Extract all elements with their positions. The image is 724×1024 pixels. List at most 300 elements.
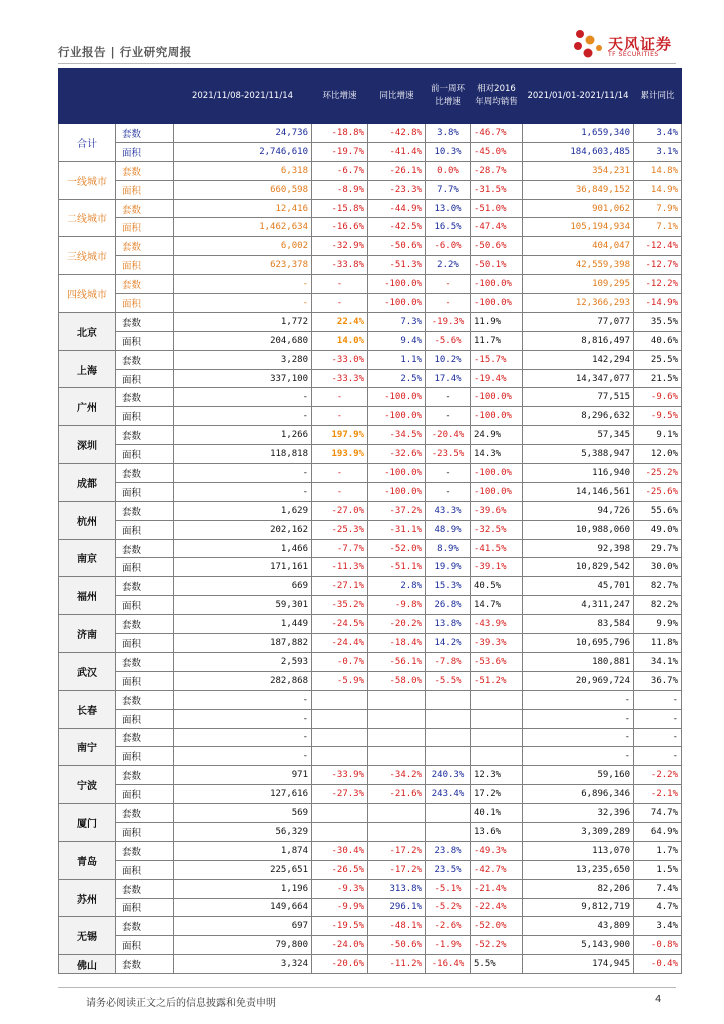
table-cell: -41.4% xyxy=(368,142,426,161)
table-cell: -58.0% xyxy=(368,671,426,690)
table-cell: 94,726 xyxy=(523,501,634,520)
table-cell: 2,746,610 xyxy=(174,142,312,161)
table-row xyxy=(59,256,682,275)
table-cell: -17.2% xyxy=(368,841,426,860)
table-cell: -100.0% xyxy=(471,294,523,313)
table-row xyxy=(59,596,682,615)
table-cell: 3.8% xyxy=(426,124,471,143)
table-cell: 3.4% xyxy=(634,917,682,936)
metric-label: 套数 xyxy=(116,312,174,331)
row-group-label: 宁波 xyxy=(59,766,116,804)
table-cell: 57,345 xyxy=(523,426,634,445)
table-cell: 29.7% xyxy=(634,539,682,558)
table-cell: 3,324 xyxy=(174,955,312,974)
metric-label: 套数 xyxy=(116,728,174,747)
table-cell: -48.1% xyxy=(368,917,426,936)
table-cell: 10,829,542 xyxy=(523,558,634,577)
table-cell: 109,295 xyxy=(523,275,634,294)
metric-label: 套数 xyxy=(116,199,174,218)
table-cell: 82,206 xyxy=(523,879,634,898)
table-cell: 142,294 xyxy=(523,350,634,369)
table-cell: -100.0% xyxy=(471,388,523,407)
table-cell: -19.5% xyxy=(312,917,368,936)
table-row xyxy=(59,124,682,143)
metric-label: 套数 xyxy=(116,539,174,558)
metric-label: 面积 xyxy=(116,445,174,464)
table-cell: -5.6% xyxy=(426,331,471,350)
metric-label: 套数 xyxy=(116,464,174,483)
table-row xyxy=(59,879,682,898)
table-cell: -44.9% xyxy=(368,199,426,218)
table-cell: -11.3% xyxy=(312,558,368,577)
table-cell: -46.7% xyxy=(471,124,523,143)
table-cell: 10.3% xyxy=(426,142,471,161)
table-cell xyxy=(426,728,471,747)
table-cell: 56,329 xyxy=(174,822,312,841)
table-cell: 971 xyxy=(174,766,312,785)
table-cell: -39.3% xyxy=(471,634,523,653)
table-cell: 1,196 xyxy=(174,879,312,898)
table-cell: - xyxy=(312,294,368,313)
table-cell: - xyxy=(312,275,368,294)
table-cell: -6.7% xyxy=(312,161,368,180)
table-cell: 623,378 xyxy=(174,256,312,275)
table-cell: -45.0% xyxy=(471,142,523,161)
row-group-label: 上海 xyxy=(59,350,116,388)
table-row xyxy=(59,312,682,331)
table-cell: -21.4% xyxy=(471,879,523,898)
table-cell: 187,882 xyxy=(174,634,312,653)
table-cell: 32,396 xyxy=(523,804,634,823)
table-row xyxy=(59,482,682,501)
metric-label: 套数 xyxy=(116,426,174,445)
col-header-prev-wow: 前一周环比增速 xyxy=(426,69,471,124)
table-row xyxy=(59,426,682,445)
table-cell: -27.1% xyxy=(312,577,368,596)
table-cell: 83,584 xyxy=(523,615,634,634)
table-cell: -1.9% xyxy=(426,936,471,955)
table-cell: 8,816,497 xyxy=(523,331,634,350)
table-cell: -15.8% xyxy=(312,199,368,218)
metric-label: 面积 xyxy=(116,180,174,199)
table-row xyxy=(59,369,682,388)
table-cell: 197.9% xyxy=(312,426,368,445)
table-cell: 11.8% xyxy=(634,634,682,653)
table-cell: -50.6% xyxy=(368,936,426,955)
table-cell: -53.6% xyxy=(471,652,523,671)
table-cell: -17.2% xyxy=(368,860,426,879)
metric-label: 面积 xyxy=(116,558,174,577)
table-row xyxy=(59,161,682,180)
table-cell: -25.2% xyxy=(634,464,682,483)
table-cell: 34.1% xyxy=(634,652,682,671)
metric-label: 套数 xyxy=(116,955,174,974)
metric-label: 面积 xyxy=(116,898,174,917)
table-cell: -23.3% xyxy=(368,180,426,199)
table-cell: 77,515 xyxy=(523,388,634,407)
table-cell: 660,598 xyxy=(174,180,312,199)
table-cell: 40.6% xyxy=(634,331,682,350)
table-cell: -23.5% xyxy=(426,445,471,464)
table-cell: 2.8% xyxy=(368,577,426,596)
table-cell: - xyxy=(174,747,312,766)
table-cell: -51.1% xyxy=(368,558,426,577)
metric-label: 套数 xyxy=(116,161,174,180)
table-row xyxy=(59,728,682,747)
table-cell: 116,940 xyxy=(523,464,634,483)
table-cell: - xyxy=(523,709,634,728)
table-cell: - xyxy=(426,482,471,501)
table-cell: -39.1% xyxy=(471,558,523,577)
table-cell: -5.1% xyxy=(426,879,471,898)
table-cell: 240.3% xyxy=(426,766,471,785)
table-cell: -2.2% xyxy=(634,766,682,785)
table-cell: 2,593 xyxy=(174,652,312,671)
table-cell: 10.2% xyxy=(426,350,471,369)
table-cell: -9.8% xyxy=(368,596,426,615)
table-cell: 17.4% xyxy=(426,369,471,388)
table-cell: 1.7% xyxy=(634,841,682,860)
table-cell: 82.2% xyxy=(634,596,682,615)
table-cell: -41.5% xyxy=(471,539,523,558)
table-cell: 92,398 xyxy=(523,539,634,558)
table-row xyxy=(59,558,682,577)
row-group-label: 南宁 xyxy=(59,728,116,766)
table-cell: -34.2% xyxy=(368,766,426,785)
table-cell: -2.6% xyxy=(426,917,471,936)
table-cell: -34.5% xyxy=(368,426,426,445)
table-cell: 43.3% xyxy=(426,501,471,520)
table-cell: 59,160 xyxy=(523,766,634,785)
table-cell: 23.5% xyxy=(426,860,471,879)
table-cell: -22.4% xyxy=(471,898,523,917)
table-row xyxy=(59,199,682,218)
metric-label: 套数 xyxy=(116,841,174,860)
table-cell: -11.2% xyxy=(368,955,426,974)
table-cell: -100.0% xyxy=(471,464,523,483)
row-group-label: 苏州 xyxy=(59,879,116,917)
metric-label: 套数 xyxy=(116,804,174,823)
table-cell: 15.3% xyxy=(426,577,471,596)
table-cell: 77,077 xyxy=(523,312,634,331)
table-row xyxy=(59,407,682,426)
table-cell: 5.5% xyxy=(471,955,523,974)
table-row xyxy=(59,445,682,464)
table-cell xyxy=(368,822,426,841)
table-cell: -100.0% xyxy=(368,407,426,426)
page-number: 4 xyxy=(655,994,662,1005)
table-cell: -20.6% xyxy=(312,955,368,974)
metric-label: 套数 xyxy=(116,237,174,256)
table-cell: -25.6% xyxy=(634,482,682,501)
table-cell: -42.8% xyxy=(368,124,426,143)
table-cell: -31.1% xyxy=(368,520,426,539)
table-cell: 7.7% xyxy=(426,180,471,199)
table-cell: 14.3% xyxy=(471,445,523,464)
table-row xyxy=(59,652,682,671)
table-cell: 184,603,485 xyxy=(523,142,634,161)
table-cell: 9,812,719 xyxy=(523,898,634,917)
table-cell: 59,301 xyxy=(174,596,312,615)
table-cell: -5.5% xyxy=(426,671,471,690)
brand-sub: TF SECURITIES xyxy=(608,51,659,58)
table-cell: 30.0% xyxy=(634,558,682,577)
table-cell: 16.5% xyxy=(426,218,471,237)
table-cell: -27.3% xyxy=(312,785,368,804)
table-cell: 193.9% xyxy=(312,445,368,464)
table-row xyxy=(59,822,682,841)
table-cell: -56.1% xyxy=(368,652,426,671)
table-cell: 1,874 xyxy=(174,841,312,860)
table-cell: -25.3% xyxy=(312,520,368,539)
table-cell: 1,659,340 xyxy=(523,124,634,143)
table-cell: 9.1% xyxy=(634,426,682,445)
table-cell xyxy=(312,747,368,766)
table-cell: 24.9% xyxy=(471,426,523,445)
table-cell: 11.7% xyxy=(471,331,523,350)
table-row xyxy=(59,671,682,690)
table-cell: 7.4% xyxy=(634,879,682,898)
table-cell: -33.0% xyxy=(312,350,368,369)
table-row xyxy=(59,275,682,294)
metric-label: 套数 xyxy=(116,388,174,407)
housing-sales-table xyxy=(58,68,682,974)
table-cell: - xyxy=(426,464,471,483)
table-row xyxy=(59,539,682,558)
table-row xyxy=(59,615,682,634)
table-cell: 24,736 xyxy=(174,124,312,143)
table-cell: -18.8% xyxy=(312,124,368,143)
metric-label: 面积 xyxy=(116,634,174,653)
table-row xyxy=(59,747,682,766)
row-group-label: 厦门 xyxy=(59,804,116,842)
table-row xyxy=(59,898,682,917)
table-cell: -5.9% xyxy=(312,671,368,690)
row-group-label: 北京 xyxy=(59,312,116,350)
metric-label: 套数 xyxy=(116,690,174,709)
table-cell: -51.2% xyxy=(471,671,523,690)
table-cell: - xyxy=(174,482,312,501)
table-cell: 14,146,561 xyxy=(523,482,634,501)
table-cell: -27.0% xyxy=(312,501,368,520)
metric-label: 套数 xyxy=(116,766,174,785)
table-cell xyxy=(368,747,426,766)
table-cell: -100.0% xyxy=(471,407,523,426)
table-cell: 21.5% xyxy=(634,369,682,388)
table-cell: 225,651 xyxy=(174,860,312,879)
table-row xyxy=(59,804,682,823)
table-cell xyxy=(368,804,426,823)
col-header-ytd-yoy: 累计同比 xyxy=(634,69,682,124)
table-cell: 12,416 xyxy=(174,199,312,218)
table-cell: -21.6% xyxy=(368,785,426,804)
table-cell: -19.3% xyxy=(426,312,471,331)
table-row xyxy=(59,577,682,596)
table-cell: 14.2% xyxy=(426,634,471,653)
table-cell: 14.0% xyxy=(312,331,368,350)
row-group-label: 长春 xyxy=(59,690,116,728)
table-cell: 569 xyxy=(174,804,312,823)
metric-label: 面积 xyxy=(116,822,174,841)
table-row xyxy=(59,955,682,974)
table-cell xyxy=(312,728,368,747)
table-cell: -0.7% xyxy=(312,652,368,671)
table-row xyxy=(59,860,682,879)
table-cell: - xyxy=(312,482,368,501)
metric-label: 面积 xyxy=(116,596,174,615)
table-cell: -47.4% xyxy=(471,218,523,237)
table-cell xyxy=(368,728,426,747)
table-cell: -52.0% xyxy=(368,539,426,558)
table-row xyxy=(59,180,682,199)
table-cell: 171,161 xyxy=(174,558,312,577)
metric-label: 面积 xyxy=(116,369,174,388)
table-cell xyxy=(471,690,523,709)
table-cell: -39.6% xyxy=(471,501,523,520)
table-cell: -14.9% xyxy=(634,294,682,313)
col-header-vs-2016: 相对2016年周均销售 xyxy=(471,69,523,124)
table-cell: 113,070 xyxy=(523,841,634,860)
metric-label: 面积 xyxy=(116,218,174,237)
row-group-label: 武汉 xyxy=(59,652,116,690)
table-cell: 1.5% xyxy=(634,860,682,879)
table-cell: -9.3% xyxy=(312,879,368,898)
metric-label: 面积 xyxy=(116,709,174,728)
report-header: 行业报告 | 行业研究周报 xyxy=(58,45,192,59)
table-cell: -100.0% xyxy=(471,482,523,501)
metric-label: 套数 xyxy=(116,652,174,671)
table-cell: 40.1% xyxy=(471,804,523,823)
metric-label: 面积 xyxy=(116,671,174,690)
table-cell: 669 xyxy=(174,577,312,596)
table-cell: -52.0% xyxy=(471,917,523,936)
table-cell: - xyxy=(174,709,312,728)
table-cell: 243.4% xyxy=(426,785,471,804)
table-cell xyxy=(368,709,426,728)
table-cell: - xyxy=(312,464,368,483)
table-cell: -35.2% xyxy=(312,596,368,615)
table-row xyxy=(59,237,682,256)
table-cell: 296.1% xyxy=(368,898,426,917)
table-cell: - xyxy=(523,690,634,709)
table-cell: -42.5% xyxy=(368,218,426,237)
table-cell: - xyxy=(174,464,312,483)
table-cell: -7.8% xyxy=(426,652,471,671)
table-cell xyxy=(426,690,471,709)
table-cell: 7.3% xyxy=(368,312,426,331)
table-cell xyxy=(312,690,368,709)
table-cell: - xyxy=(174,690,312,709)
table-cell: 1,466 xyxy=(174,539,312,558)
table-cell: 3.1% xyxy=(634,142,682,161)
table-cell: 3,309,289 xyxy=(523,822,634,841)
table-cell: 79,800 xyxy=(174,936,312,955)
table-cell: 42,559,398 xyxy=(523,256,634,275)
table-row xyxy=(59,785,682,804)
table-cell: 127,616 xyxy=(174,785,312,804)
table-cell: - xyxy=(312,388,368,407)
table-header-row xyxy=(59,69,682,124)
row-group-label: 杭州 xyxy=(59,501,116,539)
table-cell: 14.8% xyxy=(634,161,682,180)
col-header-week: 2021/11/08-2021/11/14 xyxy=(174,69,312,124)
table-cell: 202,162 xyxy=(174,520,312,539)
table-cell: 40.5% xyxy=(471,577,523,596)
table-cell: - xyxy=(174,388,312,407)
table-cell: 11.9% xyxy=(471,312,523,331)
table-cell: 1,629 xyxy=(174,501,312,520)
table-cell: 404,047 xyxy=(523,237,634,256)
table-cell: 3,280 xyxy=(174,350,312,369)
table-cell: -50.6% xyxy=(471,237,523,256)
table-cell: 3.4% xyxy=(634,124,682,143)
table-cell: 6,002 xyxy=(174,237,312,256)
col-header-0 xyxy=(59,69,116,124)
table-cell: -50.6% xyxy=(368,237,426,256)
table-cell: 19.9% xyxy=(426,558,471,577)
row-group-label: 合计 xyxy=(59,124,116,162)
table-cell: 13,235,650 xyxy=(523,860,634,879)
table-cell: -100.0% xyxy=(368,482,426,501)
col-header-yoy: 同比增速 xyxy=(368,69,426,124)
table-cell: 14,347,077 xyxy=(523,369,634,388)
table-cell: -7.7% xyxy=(312,539,368,558)
table-cell: 174,945 xyxy=(523,955,634,974)
metric-label: 套数 xyxy=(116,501,174,520)
table-cell: -100.0% xyxy=(471,275,523,294)
table-cell: 22.4% xyxy=(312,312,368,331)
table-cell: -20.2% xyxy=(368,615,426,634)
table-cell: 5,143,900 xyxy=(523,936,634,955)
table-cell: 64.9% xyxy=(634,822,682,841)
metric-label: 套数 xyxy=(116,577,174,596)
table-cell: -32.6% xyxy=(368,445,426,464)
table-cell: 180,881 xyxy=(523,652,634,671)
table-row xyxy=(59,841,682,860)
table-cell: 8.9% xyxy=(426,539,471,558)
table-cell: -0.8% xyxy=(634,936,682,955)
table-cell: - xyxy=(523,728,634,747)
table-cell: -100.0% xyxy=(368,464,426,483)
table-row xyxy=(59,709,682,728)
table-cell: 313.8% xyxy=(368,879,426,898)
table-cell: -24.4% xyxy=(312,634,368,653)
table-cell: - xyxy=(426,388,471,407)
table-cell: - xyxy=(174,728,312,747)
table-cell: - xyxy=(312,407,368,426)
row-group-label: 青岛 xyxy=(59,841,116,879)
table-row xyxy=(59,350,682,369)
table-cell: -8.9% xyxy=(312,180,368,199)
table-cell: -9.5% xyxy=(634,407,682,426)
table-cell xyxy=(426,747,471,766)
table-cell: 10,695,796 xyxy=(523,634,634,653)
table-cell: 74.7% xyxy=(634,804,682,823)
row-group-label: 一线城市 xyxy=(59,161,116,199)
table-cell: -100.0% xyxy=(368,294,426,313)
table-cell: 6,318 xyxy=(174,161,312,180)
table-cell: -6.0% xyxy=(426,237,471,256)
table-cell: 43,809 xyxy=(523,917,634,936)
table-cell: - xyxy=(426,275,471,294)
table-cell: 13.6% xyxy=(471,822,523,841)
table-cell: - xyxy=(426,294,471,313)
table-cell: 0.0% xyxy=(426,161,471,180)
table-cell: -50.1% xyxy=(471,256,523,275)
table-cell: 7.1% xyxy=(634,218,682,237)
metric-label: 面积 xyxy=(116,785,174,804)
table-cell: 36,849,152 xyxy=(523,180,634,199)
